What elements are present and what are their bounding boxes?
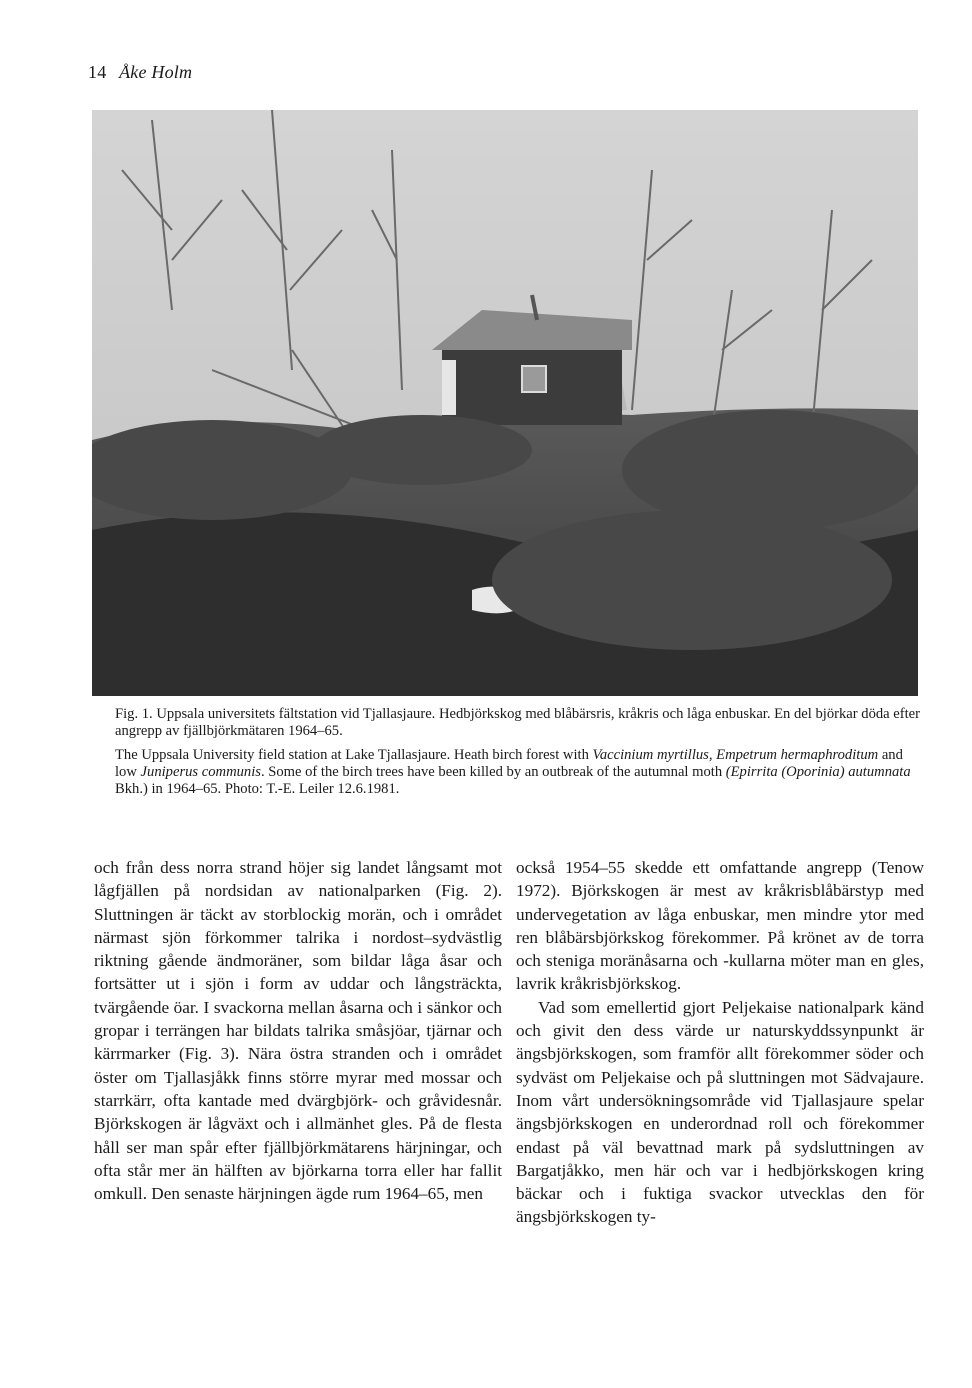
caption-english <box>115 747 920 799</box>
caption-swedish: Fig. 1. Uppsala universitets fältstation vid Tjallasjaure. Hedbjörkskog med blåbärsris, kråkris och låga enbuskar. En del björkar döda efter angrepp av fjällbjörkmätaren 1964–65. <box>115 706 921 740</box>
caption-en-text-4: Bkh.) in 1964–65. Photo: T.-E. Leiler 12.6.1981. <box>115 781 400 798</box>
caption-en-text-1: The Uppsala University field station at Lake Tjallasjaure. Heath birch forest with <box>115 746 593 763</box>
caption-en-species-2: Juniperus communis <box>140 763 261 780</box>
caption-en-text-2: and low <box>115 746 903 780</box>
figure-photo <box>92 110 918 696</box>
figure-caption <box>115 706 920 798</box>
running-head-author: Åke Holm <box>119 62 193 82</box>
running-head <box>88 62 192 83</box>
body-column-left <box>94 856 502 1205</box>
paragraph: och från dess norra strand höjer sig landet långsamt mot lågfjällen på nordsidan av nationalparken (Fig. 2). Sluttningen är täckt av storblockig morän, och i området närmast sjön förkommer talrika i nordost–sydvästlig riktning gående ändmoräner, som bildar låga åsar och fortsätter ut i sjön i form av uddar och långsträckta, tvärgående öar. I svackorna mellan åsarna och i sänkor och gropar i terrängen har bildats talrika småsjöar, tjärnar och kärrmarker (Fig. 3). Nära östra stranden och i området öster om Tjallasjåkk finns större myrar med mossar och starrkärr, ofta kantade med dvärgbjörk- och gråvidesnår. Björkskogen är lågväxt och i allmänhet gles. På de flesta håll ser man spår efter fjällbjörkmätarens härjningar, och ofta står mer än hälften av björkarna torra eller har fallit omkull. Den senaste härjningen ägde rum 1964–65, men <box>94 858 502 1204</box>
body-column-right <box>516 856 924 1229</box>
caption-en-species-3: (Epirrita (Oporinia) autumnata <box>725 763 911 780</box>
landscape-photo-icon <box>92 110 918 696</box>
paragraph: Vad som emellertid gjort Peljekaise nationalpark känd och givit den dess värde ur naturskyddssynpunkt är ängsbjörkskogen, som framför allt förekommer söder och sydväst om Peljekaise och på sluttningen mot Sädvajaure. Inom vårt undersökningsområde vid Tjallasjaure spelar ängsbjörkskogen en underordnad roll och förekommer endast på väl bevattnad mark på sydsluttningen av Bargatjåkko, men här och var i hedbjörkskogen kring bäckar och i fuktiga svackor utvecklas den för ängsbjörkskogen ty- <box>516 997 924 1227</box>
caption-en-text-3: . Some of the birch trees have been killed by an outbreak of the autumnal moth <box>260 763 726 780</box>
paragraph: också 1954–55 skedde ett omfattande angrepp (Tenow 1972). Björkskogen är mest av kråkrisblåbärstyp med undervegetation av låga enbuskar, men mindre ytor med ren blåbärsbjörkskog förekommer. På krönet av de torra och steniga moränåsarna och -kullarna möter man en gles, lavrik kråkrisbjörkskog. <box>516 858 924 994</box>
caption-en-species-1: Vaccinium myrtillus, Empetrum hermaphroditum <box>592 746 879 763</box>
page-number: 14 <box>88 62 107 82</box>
